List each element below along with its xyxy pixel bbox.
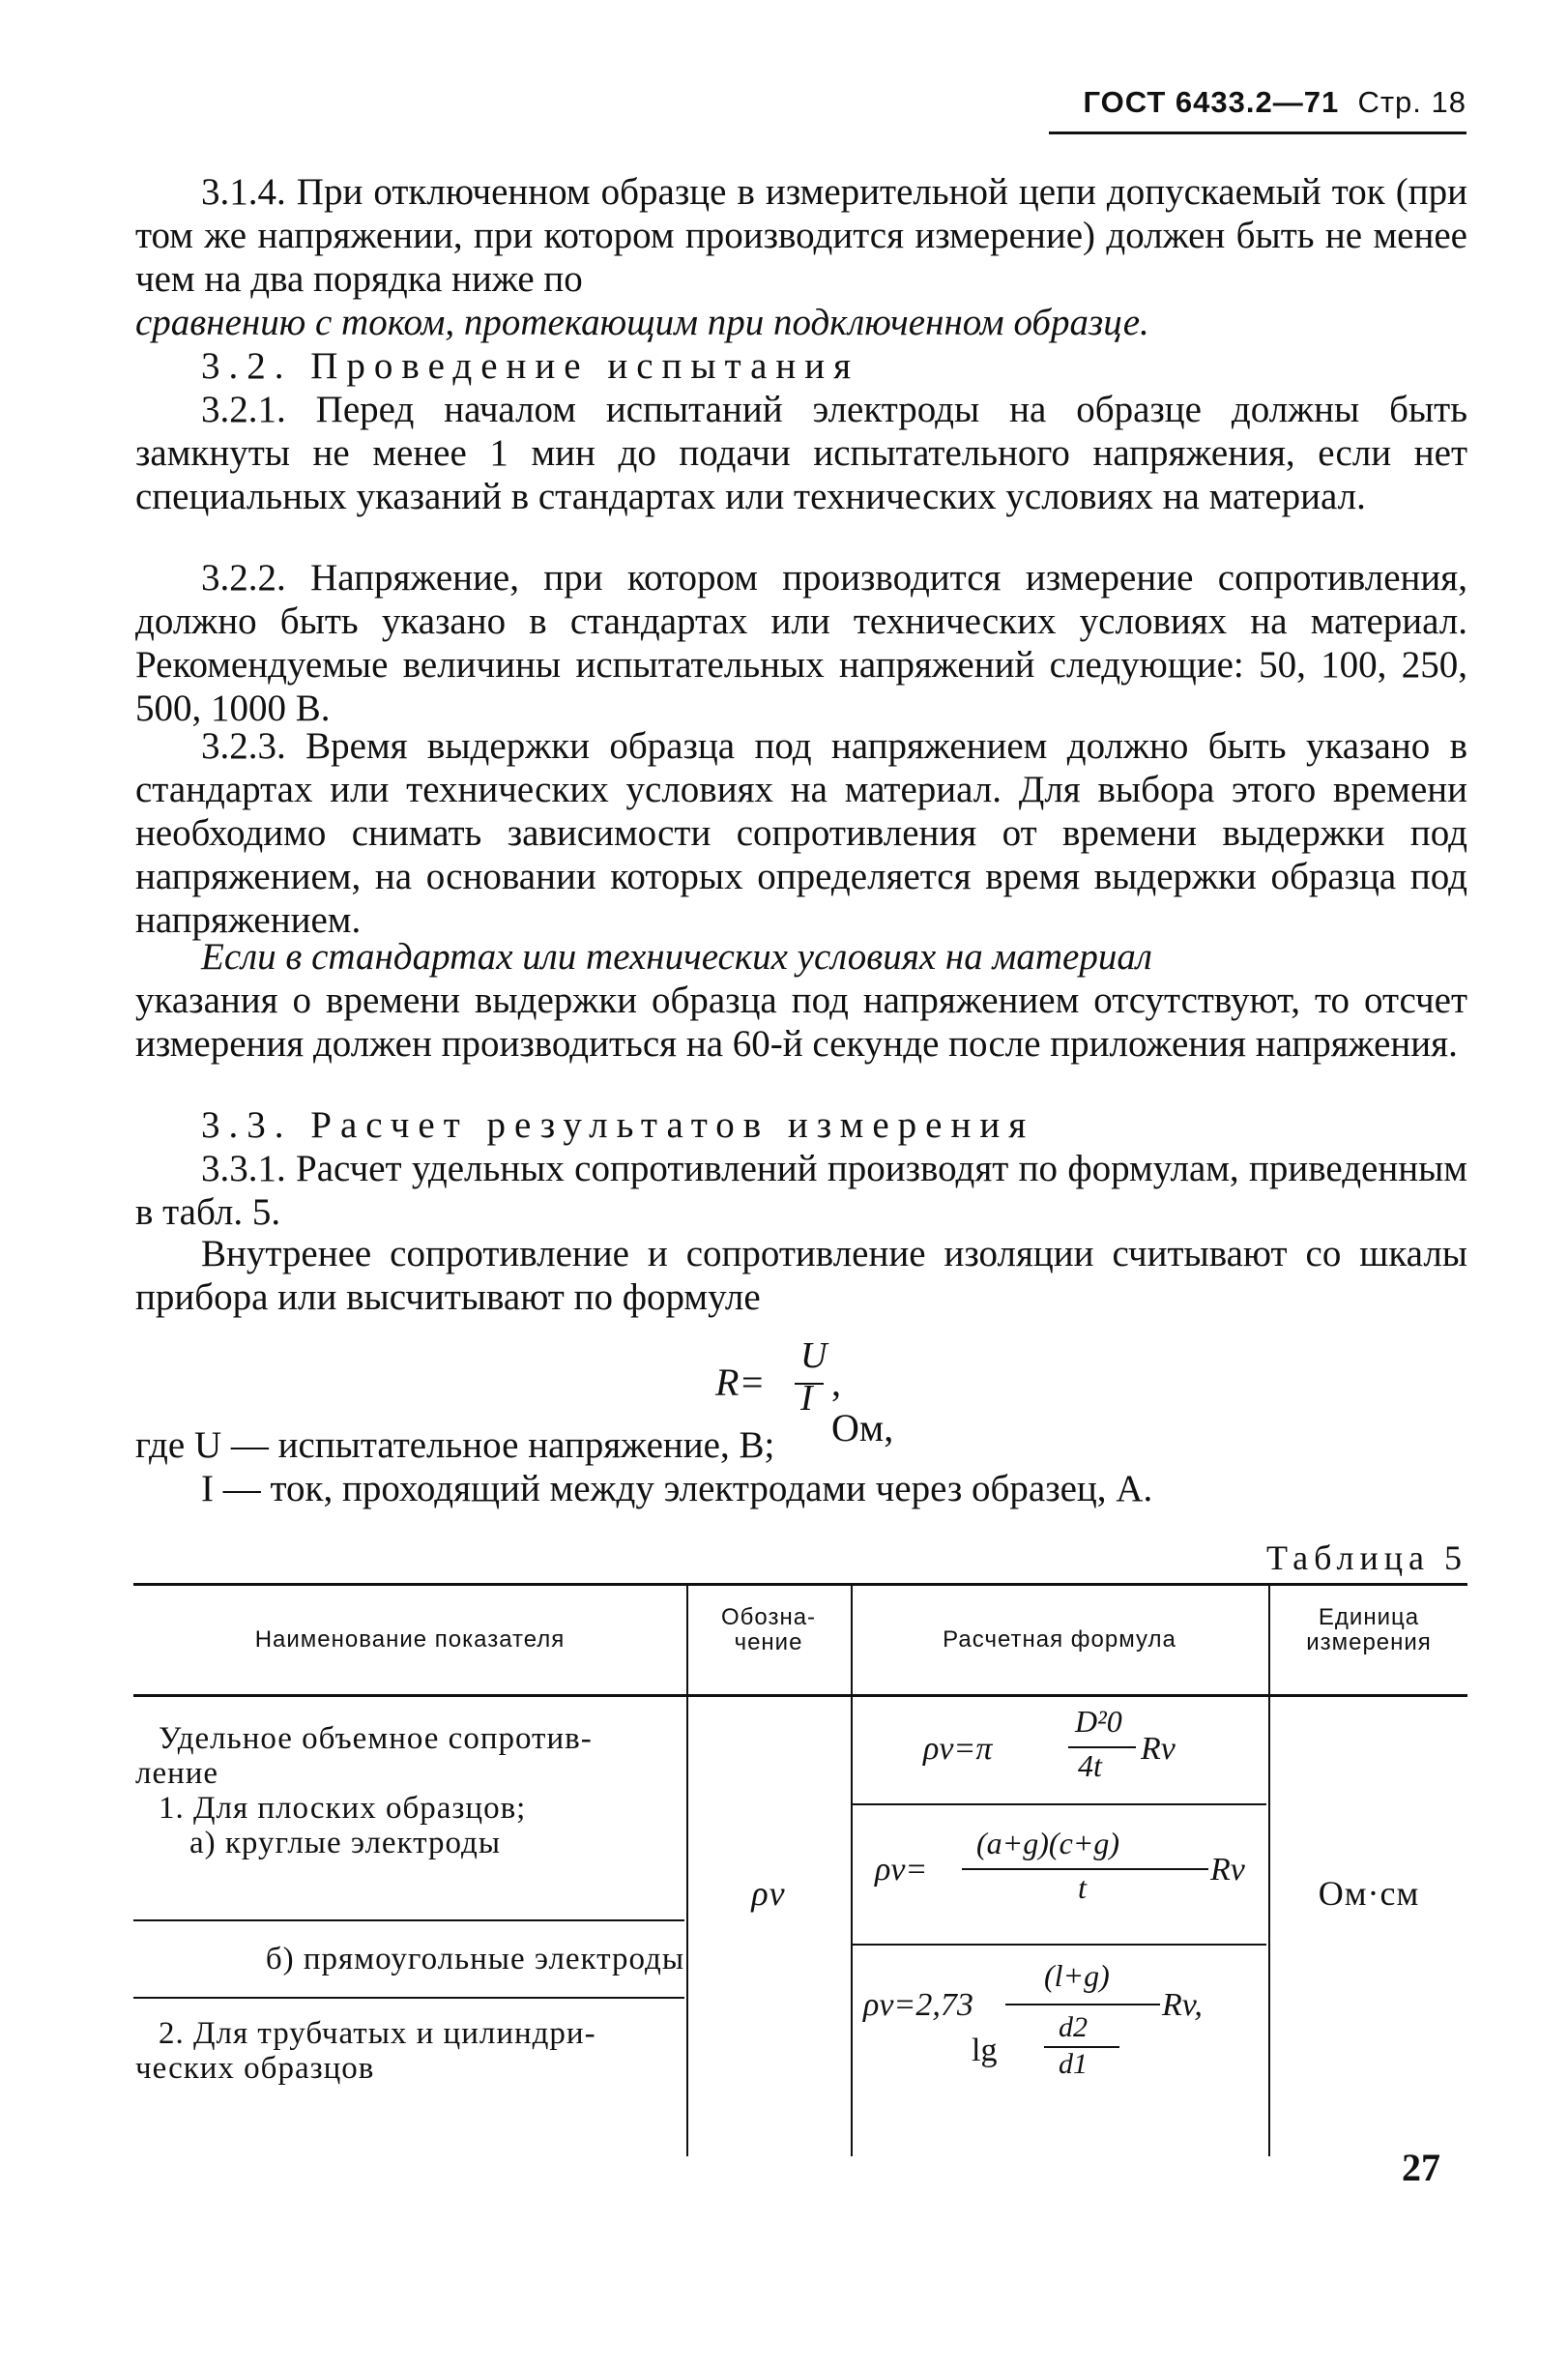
paragraph-internal-resistance: Внутренее сопротивление и сопротивление изоляции считывают со шкалы прибора или высчитывают по формуле: [135, 1233, 1467, 1318]
formula-numerator: U: [800, 1335, 828, 1376]
formula-divider-1: [851, 1803, 1266, 1805]
row-1-name-line3: 1. Для плоских образцов;: [159, 1791, 527, 1826]
col-header-symbol: [691, 1605, 846, 1655]
col-divider-1: [686, 1586, 688, 2156]
page-header: [1049, 85, 1466, 134]
page-label: Стр. 18: [1357, 85, 1466, 119]
col-header-unit: [1272, 1605, 1466, 1655]
f1-lhs: ρv=π: [923, 1731, 993, 1767]
col-header-formula: Расчетная формула: [943, 1626, 1176, 1653]
formula-divider-2: [851, 1944, 1266, 1946]
formula-unit: , Ом,: [831, 1361, 894, 1449]
formula-lhs: R=: [715, 1361, 766, 1404]
table-header-rule: [133, 1694, 1467, 1697]
formula-denominator: I: [800, 1378, 813, 1419]
paragraph-3-1-4-end: сравнению с током, протекающим при подключенном образце.: [135, 302, 1149, 343]
row-3-name: [135, 2016, 677, 2086]
row-1-name-line4: а) круглые электроды: [189, 1826, 501, 1860]
row-divider-1: [133, 1919, 684, 1921]
paragraph-3-3-1: 3.3.1. Расчет удельных сопротивлений производят по формулам, приведенным в табл. 5.: [135, 1148, 1467, 1233]
page-number: 27: [1402, 2146, 1440, 2189]
where-u: где U — испытательное напряжение, В;: [135, 1424, 775, 1466]
f2-lhs: ρv=: [875, 1852, 928, 1888]
section-heading-3-3: 3.3. Расчет результатов измерения: [201, 1104, 1035, 1146]
where-i: I — ток, проходящий между электродами через образец, А.: [201, 1468, 1153, 1509]
col-header-symbol-line1: Обозна-: [720, 1604, 817, 1630]
col-header-unit-line2: измерения: [1306, 1629, 1432, 1655]
f3-numerator: (l+g): [1044, 1958, 1110, 1993]
table-caption: Таблица 5: [1266, 1538, 1467, 1577]
paragraph-3-1-4: 3.1.4. При отключенном образце в измерительной цепи допускаемый ток (при том же напряжении, при котором производится измерение) должен быть не менее чем на два порядка ниже по: [135, 171, 1467, 300]
f1-tail: Rv: [1141, 1731, 1176, 1767]
row-divider-2: [133, 1997, 684, 1999]
f3-d2: d2: [1059, 2011, 1088, 2043]
row-1-name-line2: ление: [135, 1756, 219, 1791]
paragraph-3-2-3-cont-start: Если в стандартах или технических условиях на материал: [201, 936, 1152, 978]
row-1-name: [135, 1721, 677, 1860]
f1-numerator: D²0: [1075, 1704, 1122, 1739]
col-divider-3: [1268, 1586, 1270, 2156]
unit-ohm-cm: Ом·см: [1318, 1874, 1420, 1913]
standard-number: ГОСТ 6433.2—71: [1083, 85, 1340, 119]
f3-tail: Rv,: [1162, 1987, 1203, 2023]
paragraph-3-2-3-cont: указания о времени выдержки образца под напряжением отсутствуют, то отсчет измерения должен производиться на 60-й секунде после приложения напряжения.: [135, 980, 1467, 1065]
paragraph-3-2-1: 3.2.1. Перед началом испытаний электроды на образце должны быть замкнуты не менее 1 мин до подачи испытательного напряжения, если нет специальных указаний в стандартах или технических условиях на материал.: [135, 389, 1467, 517]
f2-numerator: (a+g)(c+g): [976, 1826, 1120, 1860]
col-header-name: Наименование показателя: [254, 1626, 566, 1653]
row-3-name-line2: ческих образцов: [135, 2051, 375, 2086]
f3-log: lg: [972, 2033, 998, 2068]
paragraph-3-2-2: 3.2.2. Напряжение, при котором производится измерение сопротивления, должно быть указано в стандартах или технических условиях на материал. Рекомендуемые величины испытательных напряжений следующие: 50, 100, 250, 500, 1000 В.: [135, 557, 1467, 729]
f3-fraction-bar: [1005, 2004, 1160, 2005]
symbol-rho-v: ρv: [751, 1874, 786, 1913]
f3-d1: d1: [1059, 2048, 1088, 2080]
f3-lhs: ρv=2,73: [863, 1987, 973, 2023]
f2-tail: Rv: [1210, 1852, 1245, 1888]
col-divider-2: [851, 1586, 853, 2156]
section-heading-3-2: 3.2. Проведение испытания: [201, 345, 860, 387]
col-header-unit-line1: Единица: [1318, 1604, 1420, 1630]
row-3-name-line1: 2. Для трубчатых и цилиндри-: [159, 2016, 596, 2051]
f2-denominator: t: [1078, 1870, 1087, 1905]
table-top-rule: [133, 1583, 1467, 1586]
paragraph-3-2-3: 3.2.3. Время выдержки образца под напряжением должно быть указано в стандартах или технических условиях на материал. Для выбора этого времени необходимо снимать зависимости сопротивления от времени выдержки под напряжением, на основании которых определяется время выдержки образца под напряжением.: [135, 725, 1467, 941]
f1-denominator: 4t: [1078, 1748, 1102, 1783]
row-1-name-line1: Удельное объемное сопротив-: [159, 1721, 593, 1756]
row-2-name: б) прямоугольные электроды: [265, 1942, 684, 1976]
col-header-symbol-line2: чение: [734, 1629, 803, 1655]
